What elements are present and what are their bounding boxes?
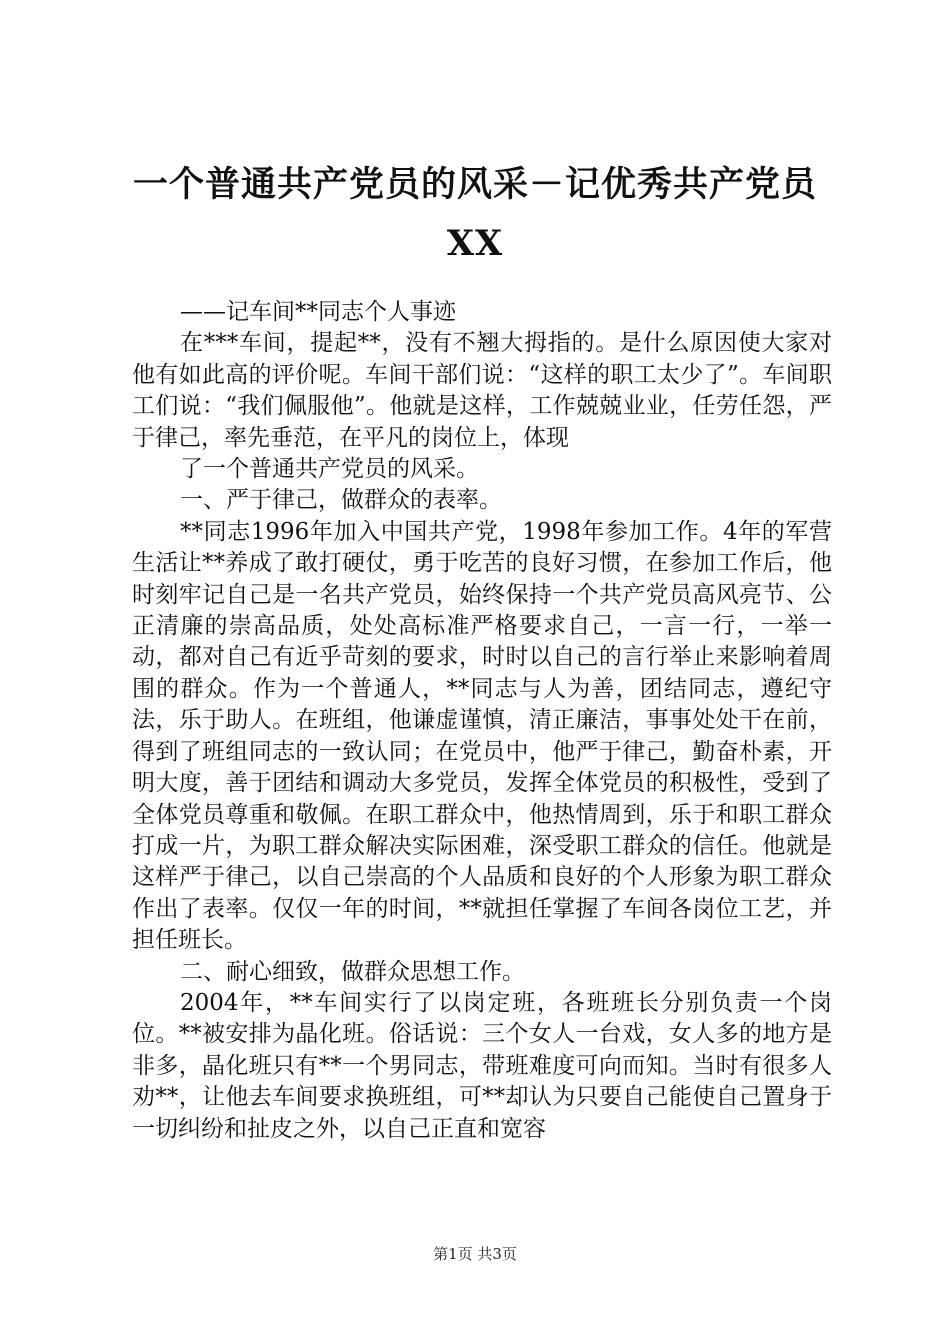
document-title-line-1: 一个普通共产党员的风采－记优秀共产党员 (132, 164, 817, 205)
body-paragraph: **同志1996年加入中国共产党，1998年参加工作。4年的军营生活让**养成了敢打硬仗，勇于吃苦的良好习惯，在参加工作后，他时刻牢记自己是一名共产党员，始终保持一个共产党员高风亮节、公正清廉的崇高品质，处处高标准严格要求自己，一言一行，一举一动，都对自己有近乎苛刻的要求，时时以自己的言行举止来影响着周围的群众。作为一个普通人，**同志与人为善，团结同志，遵纪守法，乐于助人。在班组，他谦虚谨慎，清正廉洁，事事处处干在前，得到了班组同志的一致认同；在党员中，他严于律己，勤奋朴素，开明大度，善于团结和调动大多党员，发挥全体党员的积极性，受到了全体党员尊重和敬佩。在职工群众中，他热情周到，乐于和职工群众打成一片，为职工群众解决实际困难，深受职工群众的信任。他就是这样严于律己，以自己崇高的个人品质和良好的个人形象为职工群众作出了表率。仅仅一年的时间，**就担任掌握了车间各岗位工艺，并担任班长。 (132, 518, 832, 954)
page-footer: 第1页 共3页 (433, 1245, 517, 1263)
body-paragraph: 2004年，**车间实行了以岗定班，各班班长分别负责一个岗位。**被安排为晶化班。俗话说：三个女人一台戏，女人多的地方是非多，晶化班只有**一个男同志，带班难度可向而知。当时有很多人劝**，让他去车间要求换班组，可**却认为只要自己能使自己置身于一切纠纷和扯皮之外，以自己正直和宽容 (132, 989, 832, 1142)
section-heading: 一、严于律己，做群众的表率。 (180, 487, 502, 514)
body-paragraph: 在***车间，提起**，没有不翘大拇指的。是什么原因使大家对他有如此高的评价呢。车间干部们说：“这样的职工太少了”。车间职工们说：“我们佩服他”。他就是这样，工作兢兢业业，任劳任怨，严于律己，率先垂范，在平凡的岗位上，体现 (132, 330, 832, 451)
section-heading: 二、耐心细致，做群众思想工作。 (180, 958, 525, 985)
document-title-line-2: XX (446, 223, 504, 264)
subtitle-paragraph: ——记车间**同志个人事迹 (180, 299, 456, 325)
document-body (132, 297, 832, 1145)
body-paragraph: 了一个普通共产党员的风采。 (180, 456, 479, 483)
